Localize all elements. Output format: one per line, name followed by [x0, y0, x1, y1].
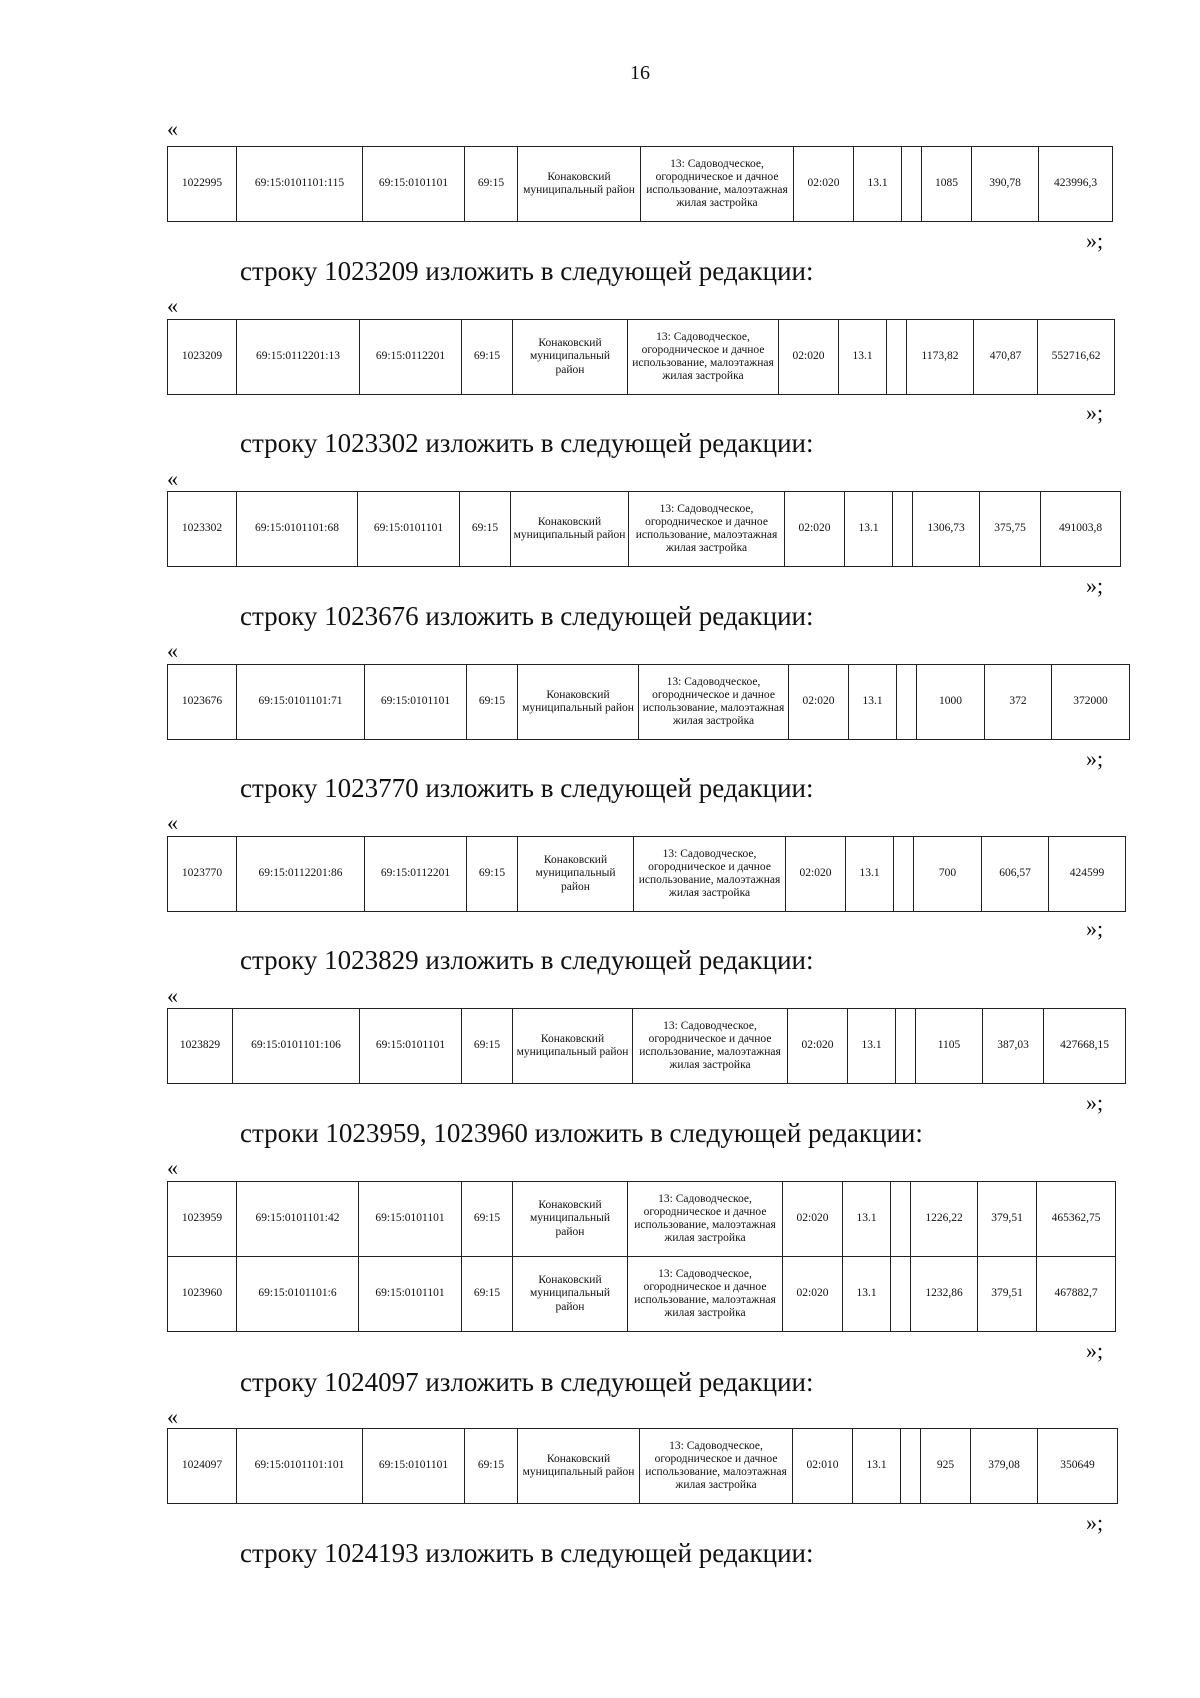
cell-row-id: 1024097 [168, 1429, 237, 1504]
cell-group: 13.1 [839, 320, 887, 395]
cell-municipality: Конаковский муниципальный район [513, 1257, 628, 1332]
cell-cadastral-quarter: 69:15:0101101 [359, 1182, 462, 1257]
amendment-instruction: строку 1024193 изложить в следующей редакции: [240, 1538, 814, 1568]
cell-specific-value: 372 [985, 665, 1052, 740]
cell-land-use: 13: Садоводческое, огородническое и дачное использование, малоэтажная жилая застройка [634, 837, 786, 912]
table-row [168, 1257, 1116, 1332]
cell-cadastral-number: 69:15:0101101:42 [237, 1182, 359, 1257]
cell-cadastral-quarter: 69:15:0101101 [358, 492, 460, 567]
amendment-instruction: строки 1023959, 1023960 изложить в следующей редакции: [240, 1118, 923, 1148]
open-quote: « [167, 1404, 178, 1429]
cell-cadastral-value: 423996,3 [1039, 147, 1113, 222]
cell-empty [901, 1429, 921, 1504]
cell-empty [891, 1257, 911, 1332]
cell-specific-value: 390,78 [972, 147, 1039, 222]
cell-row-id: 1023676 [168, 665, 237, 740]
cell-empty [893, 492, 913, 567]
cell-municipality: Конаковский муниципальный район [511, 492, 629, 567]
cell-district-code: 69:15 [460, 492, 511, 567]
cell-district-code: 69:15 [462, 1182, 513, 1257]
cell-land-use: 13: Садоводческое, огородническое и дачное использование, малоэтажная жилая застройка [629, 492, 785, 567]
table-row [168, 665, 1130, 740]
cell-land-use: 13: Садоводческое, огородническое и дачное использование, малоэтажная жилая застройка [639, 665, 789, 740]
close-quote: »; [1086, 916, 1104, 941]
cell-district-code: 69:15 [465, 1429, 518, 1504]
cell-code: 02:020 [794, 147, 854, 222]
register-table [167, 491, 1121, 567]
cell-row-id: 1023829 [168, 1009, 233, 1084]
cell-specific-value: 379,51 [978, 1182, 1037, 1257]
cell-cadastral-value: 350649 [1038, 1429, 1118, 1504]
cell-specific-value: 606,57 [982, 837, 1049, 912]
cell-district-code: 69:15 [467, 837, 518, 912]
cell-cadastral-value: 491003,8 [1041, 492, 1121, 567]
cell-code: 02:020 [783, 1182, 843, 1257]
register-table [167, 319, 1115, 395]
cell-empty [897, 665, 917, 740]
cell-cadastral-quarter: 69:15:0112201 [365, 837, 467, 912]
cell-empty [902, 147, 922, 222]
cell-area: 1173,82 [907, 320, 974, 395]
cell-area: 700 [914, 837, 982, 912]
open-quote: « [167, 638, 178, 663]
cell-code: 02:020 [789, 665, 849, 740]
cell-land-use: 13: Садоводческое, огородническое и дачное использование, малоэтажная жилая застройка [628, 1257, 783, 1332]
register-table [167, 1008, 1126, 1084]
page-number: 16 [630, 62, 650, 84]
close-quote: »; [1086, 1510, 1104, 1535]
cell-cadastral-number: 69:15:0101101:71 [237, 665, 365, 740]
cell-cadastral-number: 69:15:0101101:68 [237, 492, 358, 567]
table-row [168, 1009, 1126, 1084]
cell-municipality: Конаковский муниципальный район [518, 665, 639, 740]
cell-cadastral-quarter: 69:15:0101101 [363, 1429, 465, 1504]
open-quote: « [167, 466, 178, 491]
table-row [168, 1182, 1116, 1257]
register-table [167, 146, 1113, 222]
close-quote: »; [1086, 573, 1104, 598]
table-row [168, 837, 1126, 912]
cell-row-id: 1023302 [168, 492, 237, 567]
cell-empty [896, 1009, 916, 1084]
table-row [168, 1429, 1118, 1504]
cell-code: 02:020 [779, 320, 839, 395]
cell-row-id: 1023960 [168, 1257, 237, 1332]
cell-cadastral-number: 69:15:0101101:6 [237, 1257, 359, 1332]
cell-code: 02:020 [783, 1257, 843, 1332]
cell-group: 13.1 [843, 1182, 891, 1257]
cell-specific-value: 379,51 [978, 1257, 1037, 1332]
cell-municipality: Конаковский муниципальный район [513, 1182, 628, 1257]
cell-municipality: Конаковский муниципальный район [518, 837, 634, 912]
cell-area: 1232,86 [911, 1257, 978, 1332]
cell-area: 1226,22 [911, 1182, 978, 1257]
cell-cadastral-number: 69:15:0101101:115 [237, 147, 363, 222]
cell-code: 02:020 [786, 837, 846, 912]
cell-group: 13.1 [845, 492, 893, 567]
amendment-instruction: строку 1023209 изложить в следующей редакции: [240, 256, 814, 286]
cell-municipality: Конаковский муниципальный район [513, 1009, 633, 1084]
cell-row-id: 1023209 [168, 320, 237, 395]
cell-group: 13.1 [854, 147, 902, 222]
close-quote: »; [1086, 1090, 1104, 1115]
cell-district-code: 69:15 [462, 1009, 513, 1084]
cell-cadastral-number: 69:15:0112201:86 [237, 837, 365, 912]
cell-land-use: 13: Садоводческое, огородническое и дачное использование, малоэтажная жилая застройка [640, 1429, 793, 1504]
cell-area: 1085 [922, 147, 972, 222]
close-quote: »; [1086, 746, 1104, 771]
cell-area: 1105 [916, 1009, 983, 1084]
cell-district-code: 69:15 [462, 320, 513, 395]
close-quote: »; [1086, 228, 1104, 253]
open-quote: « [167, 983, 178, 1008]
cell-empty [887, 320, 907, 395]
cell-empty [894, 837, 914, 912]
cell-cadastral-quarter: 69:15:0101101 [363, 147, 465, 222]
amendment-instruction: строку 1023829 изложить в следующей редакции: [240, 945, 814, 975]
cell-land-use: 13: Садоводческое, огородническое и дачное использование, малоэтажная жилая застройка [641, 147, 794, 222]
cell-row-id: 1022995 [168, 147, 237, 222]
register-table [167, 1428, 1118, 1504]
register-table [167, 664, 1130, 740]
cell-district-code: 69:15 [462, 1257, 513, 1332]
cell-row-id: 1023959 [168, 1182, 237, 1257]
cell-cadastral-value: 427668,15 [1044, 1009, 1126, 1084]
cell-area: 1000 [917, 665, 985, 740]
cell-cadastral-value: 465362,75 [1037, 1182, 1116, 1257]
cell-cadastral-number: 69:15:0112201:13 [237, 320, 360, 395]
cell-empty [891, 1182, 911, 1257]
open-quote: « [167, 116, 178, 141]
cell-cadastral-quarter: 69:15:0101101 [360, 1009, 462, 1084]
open-quote: « [167, 293, 178, 318]
cell-code: 02:020 [785, 492, 845, 567]
cell-row-id: 1023770 [168, 837, 237, 912]
cell-group: 13.1 [846, 837, 894, 912]
cell-cadastral-number: 69:15:0101101:106 [233, 1009, 360, 1084]
cell-land-use: 13: Садоводческое, огородническое и дачное использование, малоэтажная жилая застройка [633, 1009, 788, 1084]
cell-code: 02:020 [788, 1009, 848, 1084]
cell-area: 1306,73 [913, 492, 980, 567]
cell-cadastral-value: 552716,62 [1038, 320, 1115, 395]
cell-cadastral-value: 467882,7 [1037, 1257, 1116, 1332]
amendment-instruction: строку 1024097 изложить в следующей редакции: [240, 1367, 814, 1397]
cell-group: 13.1 [853, 1429, 901, 1504]
cell-district-code: 69:15 [465, 147, 518, 222]
open-quote: « [167, 810, 178, 835]
cell-land-use: 13: Садоводческое, огородническое и дачное использование, малоэтажная жилая застройка [628, 1182, 783, 1257]
cell-municipality: Конаковский муниципальный район [513, 320, 628, 395]
cell-municipality: Конаковский муниципальный район [518, 147, 641, 222]
table-row [168, 320, 1115, 395]
amendment-instruction: строку 1023676 изложить в следующей редакции: [240, 601, 814, 631]
amendment-instruction: строку 1023770 изложить в следующей редакции: [240, 773, 814, 803]
table-row [168, 492, 1121, 567]
cell-cadastral-quarter: 69:15:0112201 [360, 320, 462, 395]
cell-area: 925 [921, 1429, 971, 1504]
cell-code: 02:010 [793, 1429, 853, 1504]
cell-specific-value: 379,08 [971, 1429, 1038, 1504]
cell-district-code: 69:15 [467, 665, 518, 740]
cell-land-use: 13: Садоводческое, огородническое и дачное использование, малоэтажная жилая застройка [628, 320, 779, 395]
register-table [167, 1181, 1116, 1332]
cell-cadastral-value: 372000 [1052, 665, 1130, 740]
cell-specific-value: 470,87 [974, 320, 1038, 395]
amendment-instruction: строку 1023302 изложить в следующей редакции: [240, 428, 814, 458]
cell-cadastral-value: 424599 [1049, 837, 1126, 912]
cell-cadastral-quarter: 69:15:0101101 [359, 1257, 462, 1332]
close-quote: »; [1086, 400, 1104, 425]
cell-cadastral-quarter: 69:15:0101101 [365, 665, 467, 740]
close-quote: »; [1086, 1338, 1104, 1363]
cell-specific-value: 387,03 [983, 1009, 1044, 1084]
cell-group: 13.1 [848, 1009, 896, 1084]
open-quote: « [167, 1155, 178, 1180]
cell-cadastral-number: 69:15:0101101:101 [237, 1429, 363, 1504]
table-row [168, 147, 1113, 222]
cell-specific-value: 375,75 [980, 492, 1041, 567]
cell-group: 13.1 [843, 1257, 891, 1332]
cell-municipality: Конаковский муниципальный район [518, 1429, 640, 1504]
cell-group: 13.1 [849, 665, 897, 740]
register-table [167, 836, 1126, 912]
